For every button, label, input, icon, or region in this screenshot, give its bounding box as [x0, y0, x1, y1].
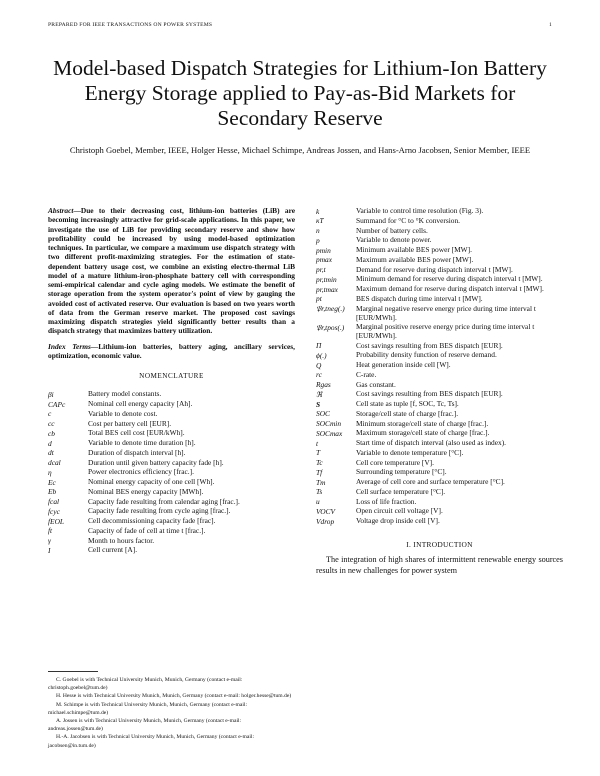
- paper-title: Model-based Dispatch Strategies for Lithium-Ion Battery Energy Storage applied to Pay-as-Bid Markets for Secondary Reserve: [53, 56, 547, 130]
- nomenclature-description: Demand for reserve during dispatch interval t [MW].: [356, 264, 513, 274]
- nomenclature-symbol: dt: [48, 448, 54, 458]
- nomenclature-description: Total BES cell cost [EUR/kWh].: [88, 428, 185, 438]
- nomenclature-description: Maximum storage/cell state of charge [frac.].: [356, 428, 490, 438]
- nomenclature-row: [316, 216, 563, 226]
- nomenclature-description: Duration until given battery capacity fade [h].: [88, 457, 224, 467]
- nomenclature-row: [316, 304, 563, 323]
- nomenclature-row: [316, 255, 563, 265]
- nomenclature-symbol: u: [316, 497, 320, 506]
- nomenclature-symbol: 𝔓r,tneg(.): [316, 304, 345, 313]
- nomenclature-row: [316, 467, 563, 477]
- abstract-label: Abstract: [48, 206, 74, 215]
- nomenclature-description: Nominal cell energy capacity [Ah].: [88, 399, 193, 408]
- nomenclature-row: [316, 380, 563, 390]
- nomenclature-description: Maximum available BES power [MW].: [356, 254, 474, 264]
- nomenclature-description: Minimum storage/cell state of charge [frac.].: [356, 418, 489, 428]
- nomenclature-description: Capacity fade resulting from calendar aging [frac.].: [88, 496, 240, 506]
- nomenclature-row: [316, 370, 563, 380]
- nomenclature-row: [316, 419, 563, 429]
- nomenclature-description: Number of battery cells.: [356, 225, 428, 235]
- nomenclature-row: [316, 284, 563, 294]
- nomenclature-symbol: SOCmax: [316, 428, 343, 438]
- nomenclature-symbol: T: [316, 448, 321, 458]
- nomenclature-row: [316, 516, 563, 526]
- nomenclature-row: [316, 399, 563, 409]
- nomenclature-symbol: pr,t: [316, 265, 326, 274]
- nomenclature-row: [316, 322, 563, 341]
- nomenclature-description: Capacity of fade of cell at time t [frac.].: [88, 525, 206, 535]
- abstract-text: —Due to their decreasing cost, lithium-ion batteries (LiB) are becoming increasingly attractive for grid-scale applications. In this paper, we investigate the use of LiB for providing secondary reserve and show how profitability could be increased by using model-based optimization techniques. In particular, we compare a maximum use dispatch strategy with two different profit-maximizing strategies. For the estimation of state-dependent battery usage cost, we combine an existing electro-thermal LiB model of a mature lithium-iron-phosphate battery cell with corresponding semi-empirical calendar and cycle aging models. We estimate the benefit of storage operation from the system operator's point of view by gauging the avoided cost of activated reserve. Our evaluation is based on two years worth of data from the German reserve market. The proposed cost savings maximizing dispatch strategies yield significantly better results than a dispatch strategy that maximizes battery utilization.: [48, 206, 295, 336]
- nomenclature-description: Variable to denote temperature [°C].: [356, 447, 464, 457]
- nomenclature-description: Nominal BES energy capacity [MWh].: [88, 486, 204, 496]
- nomenclature-description: BES dispatch during time interval t [MW].: [356, 293, 483, 303]
- nomenclature-symbol: Tm: [316, 477, 326, 487]
- nomenclature-row: [48, 506, 295, 516]
- nomenclature-description: Cost per battery cell [EUR].: [88, 418, 172, 428]
- nomenclature-row: [48, 389, 295, 399]
- footnote: H. Hesse is with Technical University Munich, Munich, Germany (contact e-mail: holger.hesse@tum.de): [56, 693, 292, 700]
- nomenclature-description: C-rate.: [356, 369, 377, 379]
- nomenclature-row: [316, 487, 563, 497]
- nomenclature-row: [316, 458, 563, 468]
- nomenclature-description: Cell state as tuple [f, SOC, Tc, Ts].: [356, 399, 459, 408]
- nomenclature-symbol: Tf: [316, 467, 323, 477]
- nomenclature-symbol: SOCmin: [316, 419, 342, 428]
- nomenclature-row: [316, 226, 563, 236]
- nomenclature-symbol: γ: [48, 536, 51, 545]
- nomenclature-description: Cost savings resulting from BES dispatch [EUR].: [356, 389, 503, 399]
- nomenclature-row: [48, 477, 295, 487]
- index-terms-text: —Lithium-ion batteries, battery aging, ancillary services, optimization, economic value.: [48, 341, 295, 360]
- index-terms-label: Index Terms: [48, 341, 91, 351]
- nomenclature-row: [316, 389, 563, 399]
- nomenclature-row: [316, 274, 563, 284]
- nomenclature-symbol: Rgas: [316, 380, 331, 389]
- nomenclature-symbol: ℜ: [316, 389, 323, 399]
- nomenclature-symbol: fEOL: [48, 516, 65, 526]
- nomenclature-symbol: d: [48, 438, 52, 448]
- nomenclature-row: [48, 448, 295, 458]
- nomenclature-description: Open circuit cell voltage [V].: [356, 506, 443, 516]
- running-header: [48, 22, 552, 28]
- nomenclature-symbol: fcal: [48, 497, 60, 506]
- footnote: C. Goebel is with Technical University Munich, Munich, Germany (contact e-mail: christoph.goebel@tum.de): [48, 677, 243, 692]
- footnote: H.-A. Jacobsen is with Technical University Munich, Munich, Germany (contact e-mail: jacobsen@in.tum.de): [48, 734, 255, 749]
- nomenclature-row: [316, 245, 563, 255]
- nomenclature-row: [316, 506, 563, 516]
- nomenclature-symbol: pr,tmin: [316, 274, 337, 284]
- nomenclature-description: Heat generation inside cell [W].: [356, 360, 451, 369]
- nomenclature-description: Summand for °C to °K conversion.: [356, 215, 461, 225]
- nomenclature-right: [316, 206, 563, 526]
- nomenclature-symbol: t: [316, 438, 319, 448]
- nomenclature-description: Cell surface temperature [°C].: [356, 486, 446, 496]
- nomenclature-row: [316, 294, 563, 304]
- nomenclature-description: Power electronics efficiency [frac.].: [88, 467, 194, 477]
- running-head-text: PREPARED FOR IEEE TRANSACTIONS ON POWER SYSTEMS: [48, 22, 213, 28]
- section-heading-introduction: I. INTRODUCTION: [406, 539, 473, 549]
- nomenclature-row: [316, 477, 563, 487]
- nomenclature-row: [48, 545, 295, 555]
- nomenclature-description: Month to hours factor.: [88, 535, 155, 545]
- nomenclature-row: [48, 399, 295, 409]
- nomenclature-symbol: CAPc: [48, 399, 66, 409]
- nomenclature-description: Battery model constants.: [88, 389, 162, 399]
- nomenclature-symbol: κT: [316, 216, 324, 226]
- nomenclature-row: [48, 487, 295, 497]
- nomenclature-description: Variable to control time resolution (Fig. 3).: [356, 206, 484, 215]
- nomenclature-description: Capacity fade resulting from cycle aging [frac.].: [88, 506, 231, 516]
- nomenclature-description: Nominal energy capacity of one cell [Wh].: [88, 477, 215, 486]
- nomenclature-description: Cell decommissioning capacity fade [frac].: [88, 516, 216, 525]
- nomenclature-symbol: VOCV: [316, 506, 336, 516]
- nomenclature-row: [48, 409, 295, 419]
- footnotes: [48, 676, 295, 750]
- nomenclature-row: [48, 458, 295, 468]
- index-terms: [48, 342, 295, 361]
- nomenclature-description: Marginal negative reserve energy price during time interval t [EUR/MWh].: [356, 303, 536, 322]
- nomenclature-symbol: p: [316, 235, 320, 245]
- nomenclature-symbol: βi: [48, 389, 54, 399]
- nomenclature-description: Surrounding temperature [°C].: [356, 467, 447, 477]
- nomenclature-row: [316, 428, 563, 438]
- nomenclature-symbol: Tc: [316, 458, 323, 467]
- nomenclature-row: [48, 467, 295, 477]
- nomenclature-row: [316, 206, 563, 216]
- nomenclature-description: Variable to denote time duration [h].: [88, 438, 196, 447]
- nomenclature-symbol: Q: [316, 360, 322, 370]
- nomenclature-symbol: dcal: [48, 458, 61, 467]
- nomenclature-heading: NOMENCLATURE: [139, 372, 204, 380]
- nomenclature-row: [316, 360, 563, 370]
- author-list: Christoph Goebel, Member, IEEE, Holger Hesse, Michael Schimpe, Andreas Jossen, and Hans-Arno Jacobsen, Senior Member, IEEE: [69, 145, 531, 155]
- nomenclature-row: [316, 265, 563, 275]
- nomenclature-symbol: cc: [48, 419, 55, 428]
- nomenclature-description: Average of cell core and surface temperature [°C].: [356, 477, 505, 486]
- nomenclature-symbol: c: [48, 409, 52, 419]
- nomenclature-symbol: pmin: [316, 245, 331, 255]
- nomenclature-description: Loss of life fraction.: [356, 496, 417, 506]
- nomenclature-symbol: SOC: [316, 409, 330, 419]
- introduction-text: The integration of high shares of intermittent renewable energy sources results in new challenges for power system: [316, 555, 563, 575]
- footnote: A. Jossen is with Technical University Munich, Munich, Germany (contact e-mail: andreas.jossen@tum.de): [48, 718, 242, 733]
- nomenclature-symbol: rc: [316, 370, 322, 380]
- nomenclature-symbol: Eb: [48, 487, 57, 497]
- nomenclature-symbol: Π: [316, 341, 322, 350]
- nomenclature-description: Start time of dispatch interval (also used as index).: [356, 438, 507, 447]
- nomenclature-symbol: cb: [48, 428, 55, 438]
- nomenclature-description: Variable to denote power.: [356, 235, 432, 245]
- nomenclature-symbol: fcyc: [48, 506, 60, 516]
- nomenclature-row: [316, 409, 563, 419]
- nomenclature-description: Cost savings resulting from BES dispatch [EUR].: [356, 340, 503, 350]
- nomenclature-row: [48, 497, 295, 507]
- nomenclature-row: [48, 428, 295, 438]
- nomenclature-symbol: Ec: [48, 477, 56, 487]
- nomenclature-symbol: η: [48, 467, 52, 477]
- nomenclature-row: [316, 438, 563, 448]
- nomenclature-symbol: I: [48, 545, 51, 555]
- right-column: [316, 206, 563, 576]
- nomenclature-description: Cell current [A].: [88, 545, 138, 555]
- nomenclature-row: [48, 419, 295, 429]
- nomenclature-description: Duration of dispatch interval [h].: [88, 447, 186, 457]
- footnote: M. Schimpe is with Technical University Munich, Munich, Germany (contact e-mail: michael.schimpe@tum.de): [48, 701, 248, 716]
- nomenclature-row: [48, 536, 295, 546]
- abstract: [48, 206, 295, 336]
- left-column: [48, 206, 295, 555]
- nomenclature-row: [48, 438, 295, 448]
- nomenclature-symbol: pt: [316, 294, 322, 304]
- nomenclature-symbol: ϕ(.): [316, 350, 327, 360]
- nomenclature-row: [48, 516, 295, 526]
- nomenclature-description: Probability density function of reserve demand.: [356, 350, 497, 360]
- nomenclature-left: [48, 389, 295, 555]
- nomenclature-description: Cell core temperature [V].: [356, 457, 434, 467]
- nomenclature-symbol: 𝔓r,tpos(.): [316, 322, 345, 332]
- nomenclature-description: Maximum demand for reserve during dispatch interval t [MW].: [356, 284, 544, 293]
- nomenclature-row: [48, 526, 295, 536]
- nomenclature-symbol: pr,tmax: [316, 284, 338, 294]
- nomenclature-row: [316, 235, 563, 245]
- nomenclature-symbol: S: [316, 399, 321, 409]
- nomenclature-symbol: k: [316, 206, 320, 216]
- nomenclature-description: Marginal positive reserve energy price during time interval t [EUR/MWh].: [356, 322, 535, 341]
- nomenclature-symbol: n: [316, 226, 320, 235]
- page-number: 1: [549, 22, 552, 28]
- nomenclature-row: [316, 350, 563, 360]
- nomenclature-row: [316, 341, 563, 351]
- nomenclature-description: Variable to denote cost.: [88, 408, 158, 418]
- nomenclature-description: Minimum available BES power [MW].: [356, 245, 472, 254]
- nomenclature-symbol: ft: [48, 526, 53, 536]
- nomenclature-symbol: pmax: [316, 255, 333, 265]
- nomenclature-description: Gas constant.: [356, 379, 396, 389]
- footnote-rule: [48, 671, 98, 672]
- nomenclature-description: Storage/cell state of charge [frac.].: [356, 408, 459, 418]
- nomenclature-row: [316, 497, 563, 507]
- nomenclature-symbol: Vdrop: [316, 516, 335, 526]
- nomenclature-symbol: Ts: [316, 487, 323, 497]
- nomenclature-description: Minimum demand for reserve during dispatch interval t [MW].: [356, 274, 543, 284]
- nomenclature-description: Voltage drop inside cell [V].: [356, 516, 440, 525]
- nomenclature-row: [316, 448, 563, 458]
